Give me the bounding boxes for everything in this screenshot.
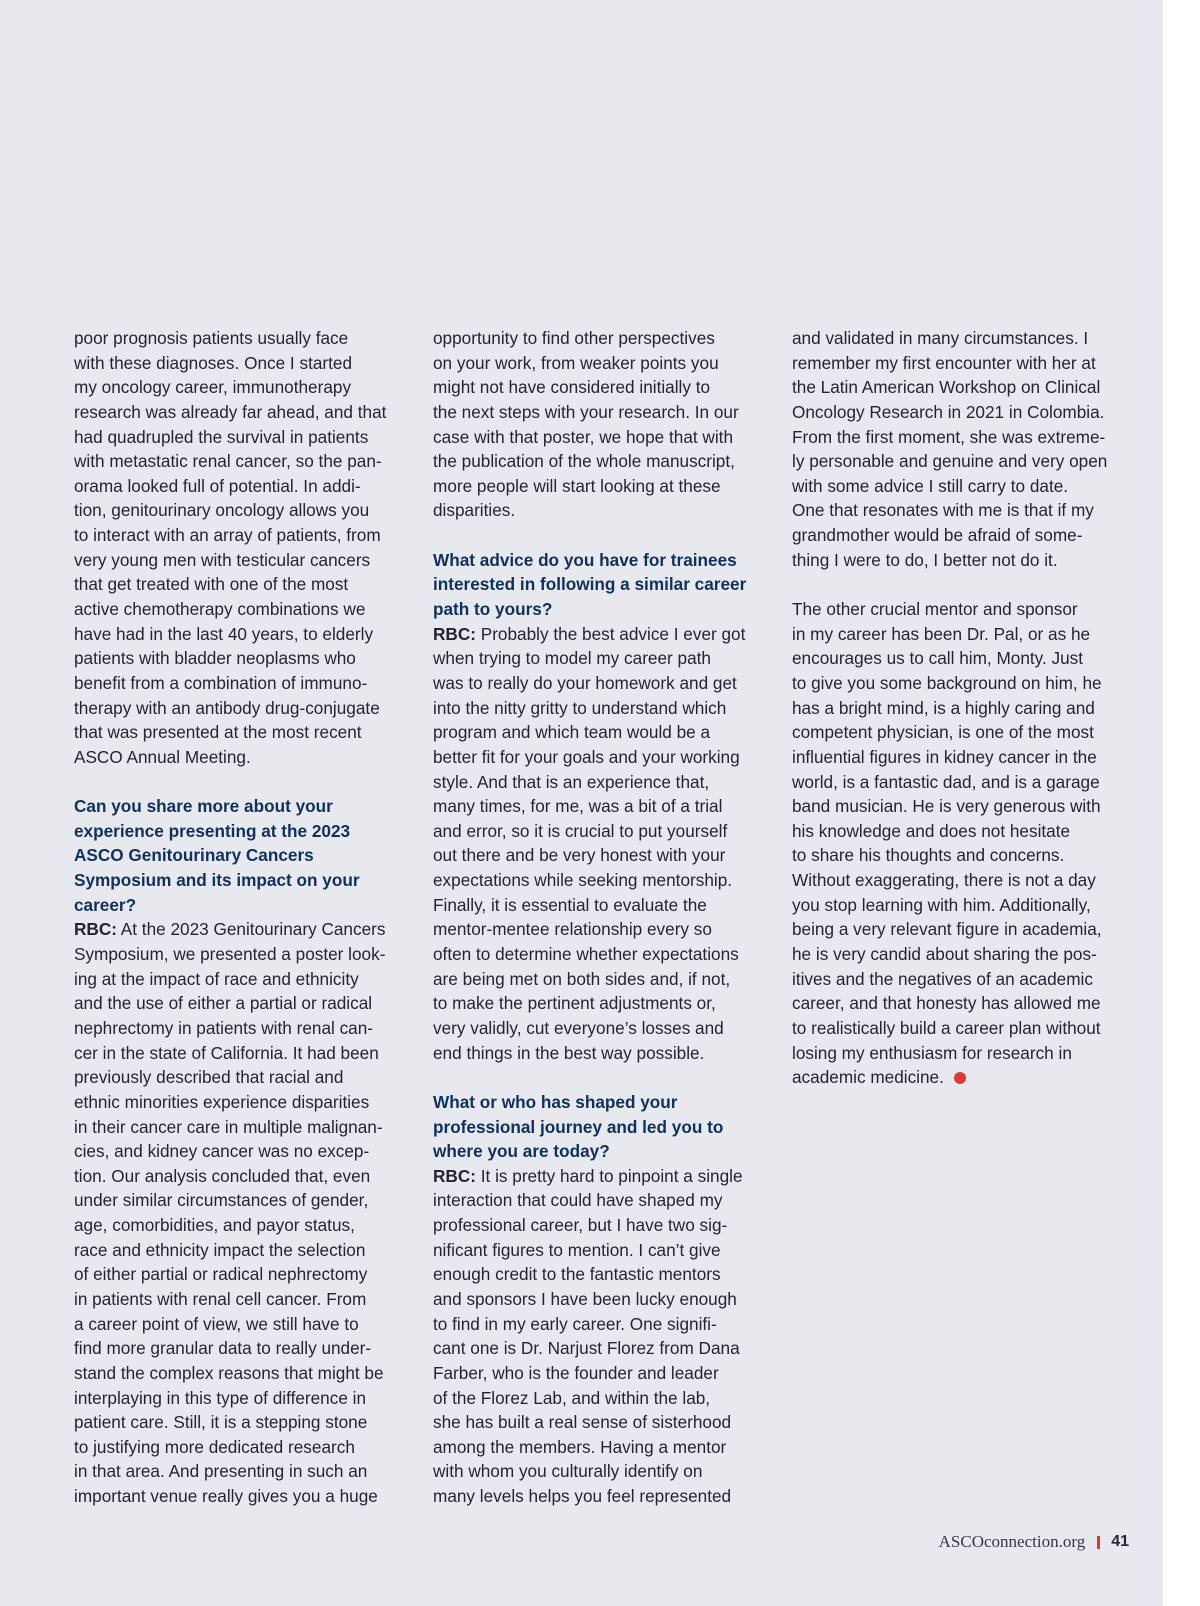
article-text-line — [792, 720, 1132, 745]
article-text-line — [433, 1287, 773, 1312]
line-text: tion. Our analysis concluded that, even — [74, 1165, 371, 1186]
article-text-line — [433, 449, 773, 474]
article-text-line — [433, 498, 773, 523]
line-text: Symposium and its impact on your — [74, 870, 360, 891]
line-text: cant one is Dr. Narjust Florez from Dana — [433, 1338, 740, 1359]
article-text-line — [433, 819, 773, 844]
line-text: style. And that is an experience that, — [433, 771, 710, 792]
line-text: tion, genitourinary oncology allows you — [74, 500, 370, 521]
line-text: might not have considered initially to — [433, 377, 711, 398]
article-text-line — [74, 1139, 414, 1164]
article-text-line — [433, 1386, 773, 1411]
article-text-line — [433, 942, 773, 967]
article-text-line — [792, 770, 1132, 795]
line-text: on your work, from weaker points you — [433, 352, 719, 373]
speaker-label: RBC: — [433, 623, 476, 644]
interview-question-line — [74, 794, 414, 819]
line-text: and validated in many circumstances. I — [792, 328, 1089, 348]
line-text: patients with bladder neoplasms who — [74, 648, 356, 669]
line-text: his knowledge and does not hesitate — [792, 820, 1071, 841]
article-text-line — [433, 745, 773, 770]
article-text-line — [74, 425, 414, 450]
line-text: interplaying in this type of difference in — [74, 1387, 367, 1408]
article-text-line — [74, 622, 414, 647]
article-text-line — [792, 474, 1132, 499]
line-text: encourages us to call him, Monty. Just — [792, 648, 1084, 669]
article-text-line — [792, 794, 1132, 819]
article-text-line — [74, 474, 414, 499]
line-text: Probably the best advice I ever got — [475, 623, 746, 644]
article-column-3 — [792, 326, 1132, 1090]
interview-question-line — [74, 843, 414, 868]
line-text: opportunity to find other perspectives — [433, 328, 715, 348]
line-text: What or who has shaped your — [433, 1091, 678, 1112]
line-text: to realistically build a career plan without — [792, 1017, 1101, 1038]
line-text: the Latin American Workshop on Clinical — [792, 377, 1101, 398]
article-text-line — [792, 868, 1132, 893]
article-text-line — [792, 1041, 1132, 1066]
article-text-line — [74, 942, 414, 967]
article-text-line — [74, 1484, 414, 1509]
article-text-line — [74, 1410, 414, 1435]
article-text-line — [433, 967, 773, 992]
line-text: being a very relevant figure in academia, — [792, 919, 1102, 940]
line-text: previously described that racial and — [74, 1067, 344, 1088]
article-text-line — [74, 1065, 414, 1090]
article-text-line — [792, 917, 1132, 942]
line-text: professional journey and led you to — [433, 1116, 724, 1137]
line-text: with metastatic renal cancer, so the pan- — [74, 451, 382, 472]
article-text-line — [433, 1410, 773, 1435]
article-text-line — [74, 1115, 414, 1140]
article-text-line — [433, 720, 773, 745]
article-text-line — [433, 671, 773, 696]
article-text-line — [74, 326, 414, 351]
line-text: grandmother would be afraid of some- — [792, 525, 1083, 546]
line-text: Oncology Research in 2021 in Colombia. — [792, 401, 1105, 422]
line-text: very young men with testicular cancers — [74, 549, 371, 570]
line-text: ASCO Annual Meeting. — [74, 746, 251, 767]
line-text: career? — [74, 894, 137, 915]
line-text: thing I were to do, I better not do it. — [792, 549, 1058, 570]
article-text-line — [74, 696, 414, 721]
paragraph-gap — [792, 572, 1132, 597]
line-text: interaction that could have shaped my — [433, 1190, 723, 1211]
line-text: expectations while seeking mentorship. — [433, 870, 733, 891]
line-text: a career point of view, we still have to — [74, 1313, 359, 1334]
page-footer — [939, 1532, 1129, 1552]
line-text: in patients with renal cell cancer. From — [74, 1288, 367, 1309]
article-text-line — [74, 967, 414, 992]
line-text: career, and that honesty has allowed me — [792, 993, 1101, 1014]
article-text-line — [74, 720, 414, 745]
article-text-line — [792, 1016, 1132, 1041]
line-text: race and ethnicity impact the selection — [74, 1239, 366, 1260]
article-column-1 — [74, 326, 414, 1509]
line-text: At the 2023 Genitourinary Cancers — [116, 919, 386, 940]
line-text: with whom you culturally identify on — [433, 1461, 703, 1482]
line-text: and the use of either a partial or radical — [74, 993, 373, 1014]
article-text-line — [433, 1336, 773, 1361]
line-text: are being met on both sides and, if not, — [433, 968, 731, 989]
line-text: world, is a fantastic dad, and is a garage — [792, 771, 1100, 792]
article-text-line — [74, 1336, 414, 1361]
article-text-line — [792, 425, 1132, 450]
paragraph-gap — [433, 523, 773, 548]
article-text-line — [433, 474, 773, 499]
article-text-line — [433, 622, 773, 647]
article-text-line — [792, 1065, 1132, 1090]
line-text: disparities. — [433, 500, 516, 521]
article-text-line — [433, 375, 773, 400]
line-text: many times, for me, was a bit of a trial — [433, 796, 723, 817]
line-text: of either partial or radical nephrectomy — [74, 1264, 368, 1285]
interview-question-line — [74, 868, 414, 893]
line-text: that was presented at the most recent — [74, 722, 362, 743]
line-text: benefit from a combination of immuno- — [74, 672, 368, 693]
line-text: my oncology career, immunotherapy — [74, 377, 352, 398]
article-text-line — [74, 1188, 414, 1213]
line-text: From the first moment, she was extreme- — [792, 426, 1106, 447]
line-text: Farber, who is the founder and leader — [433, 1362, 719, 1383]
line-text: end things in the best way possible. — [433, 1042, 705, 1063]
interview-question-line — [433, 572, 773, 597]
article-text-line — [433, 425, 773, 450]
article-text-line — [74, 745, 414, 770]
line-text: cies, and kidney cancer was no excep- — [74, 1141, 370, 1162]
line-text: and error, so it is crucial to put yourself — [433, 820, 728, 841]
article-text-line — [74, 548, 414, 573]
line-text: patient care. Still, it is a stepping stone — [74, 1412, 368, 1433]
line-text: Can you share more about your — [74, 796, 333, 817]
article-text-line — [433, 1262, 773, 1287]
line-text: ing at the impact of race and ethnicity — [74, 968, 359, 989]
line-text: have had in the last 40 years, to elderly — [74, 623, 374, 644]
end-of-article-dot-icon — [954, 1072, 966, 1084]
line-text: Without exaggerating, there is not a day — [792, 870, 1096, 891]
article-text-line — [74, 991, 414, 1016]
article-text-line — [792, 646, 1132, 671]
line-text: ASCO Genitourinary Cancers — [74, 845, 314, 866]
paragraph-gap — [433, 1065, 773, 1090]
article-text-line — [74, 498, 414, 523]
line-text: in that area. And presenting in such an — [74, 1461, 368, 1482]
article-text-line — [433, 1484, 773, 1509]
line-text: and sponsors I have been lucky enough — [433, 1288, 737, 1309]
line-text: itives and the negatives of an academic — [792, 968, 1093, 989]
article-text-line — [433, 1016, 773, 1041]
line-text: find more granular data to really under- — [74, 1338, 372, 1359]
article-text-line — [74, 1164, 414, 1189]
line-text: has a bright mind, is a highly caring and — [792, 697, 1095, 718]
article-text-line — [74, 1312, 414, 1337]
line-text: research was already far ahead, and that — [74, 401, 387, 422]
line-text: among the members. Having a mentor — [433, 1436, 727, 1457]
article-text-line — [74, 1238, 414, 1263]
line-text: very validly, cut everyone’s losses and — [433, 1017, 724, 1038]
line-text: with some advice I still carry to date. — [792, 475, 1069, 496]
line-text: where you are today? — [433, 1141, 610, 1162]
line-text: the next steps with your research. In our — [433, 401, 739, 422]
line-text: under similar circumstances of gender, — [74, 1190, 369, 1211]
line-text: Symposium, we presented a poster look- — [74, 944, 386, 965]
line-text: was to really do your homework and get — [433, 672, 737, 693]
article-text-line — [792, 893, 1132, 918]
line-text: remember my first encounter with her at — [792, 352, 1096, 373]
article-column-2 — [433, 326, 773, 1509]
line-text: into the nitty gritty to understand which — [433, 697, 727, 718]
line-text: nephrectomy in patients with renal can- — [74, 1017, 374, 1038]
speaker-label: RBC: — [433, 1165, 476, 1186]
article-text-line — [792, 622, 1132, 647]
line-text: to find in my early career. One signifi- — [433, 1313, 717, 1334]
line-text: important venue really gives you a huge — [74, 1486, 378, 1507]
article-text-line — [433, 794, 773, 819]
article-text-line — [792, 375, 1132, 400]
line-text: competent physician, is one of the most — [792, 722, 1094, 743]
line-text: better fit for your goals and your working — [433, 746, 740, 767]
line-text: ly personable and genuine and very open — [792, 451, 1108, 472]
line-text: of the Florez Lab, and within the lab, — [433, 1387, 711, 1408]
line-text: that get treated with one of the most — [74, 574, 349, 595]
line-text: One that resonates with me is that if my — [792, 500, 1094, 521]
article-text-line — [792, 819, 1132, 844]
line-text: interested in following a similar career — [433, 574, 747, 595]
article-text-line — [433, 400, 773, 425]
line-text: program and which team would be a — [433, 722, 711, 743]
article-text-line — [433, 868, 773, 893]
line-text: he is very candid about sharing the pos- — [792, 944, 1097, 965]
article-text-line — [792, 326, 1132, 351]
article-text-line — [74, 1435, 414, 1460]
article-text-line — [433, 1213, 773, 1238]
article-text-line — [74, 1459, 414, 1484]
line-text: many levels helps you feel represented — [433, 1486, 732, 1507]
article-text-line — [433, 770, 773, 795]
line-text: had quadrupled the survival in patients — [74, 426, 369, 447]
article-text-line — [433, 1435, 773, 1460]
article-text-line — [433, 646, 773, 671]
line-text: when trying to model my career path — [433, 648, 711, 669]
article-text-line — [74, 1213, 414, 1238]
line-text: It is pretty hard to pinpoint a single — [475, 1165, 743, 1186]
article-text-line — [792, 745, 1132, 770]
line-text: What advice do you have for trainees — [433, 549, 737, 570]
line-text: experience presenting at the 2023 — [74, 820, 351, 841]
line-text: Finally, it is essential to evaluate the — [433, 894, 707, 915]
article-text-line — [74, 917, 414, 942]
article-text-line — [74, 351, 414, 376]
interview-question-line — [74, 819, 414, 844]
article-text-line — [433, 351, 773, 376]
line-text: enough credit to the fantastic mentors — [433, 1264, 721, 1285]
article-text-line — [792, 498, 1132, 523]
line-text: out there and be very honest with your — [433, 845, 726, 866]
line-text: with these diagnoses. Once I started — [74, 352, 353, 373]
article-text-line — [433, 1041, 773, 1066]
article-text-line — [74, 671, 414, 696]
interview-question-line — [74, 893, 414, 918]
line-text: ethnic minorities experience disparities — [74, 1091, 370, 1112]
line-text: band musician. He is very generous with — [792, 796, 1101, 817]
article-text-line — [792, 548, 1132, 573]
line-text: to interact with an array of patients, from — [74, 525, 381, 546]
article-text-line — [792, 696, 1132, 721]
line-text: nificant figures to mention. I can’t give — [433, 1239, 721, 1260]
article-text-line — [74, 572, 414, 597]
interview-question-line — [433, 1115, 773, 1140]
line-text: to make the pertinent adjustments or, — [433, 993, 716, 1014]
article-text-line — [74, 646, 414, 671]
article-text-line — [792, 671, 1132, 696]
line-text: to share his thoughts and concerns. — [792, 845, 1065, 866]
footer-separator-icon — [1097, 1536, 1100, 1549]
line-text: age, comorbidities, and payor status, — [74, 1215, 355, 1236]
line-text: mentor-mentee relationship every so — [433, 919, 712, 940]
article-text-line — [792, 967, 1132, 992]
article-text-line — [792, 843, 1132, 868]
article-text-line — [433, 1459, 773, 1484]
interview-question-line — [433, 1090, 773, 1115]
paragraph-gap — [74, 770, 414, 795]
article-text-line — [433, 1361, 773, 1386]
line-text: losing my enthusiasm for research in — [792, 1042, 1072, 1063]
interview-question-line — [433, 1139, 773, 1164]
interview-question-line — [433, 597, 773, 622]
article-text-line — [433, 696, 773, 721]
line-text: the publication of the whole manuscript, — [433, 451, 735, 472]
article-text-line — [74, 1262, 414, 1287]
line-text: therapy with an antibody drug-conjugate — [74, 697, 380, 718]
line-text: stand the complex reasons that might be — [74, 1362, 384, 1383]
page-right-margin — [1163, 0, 1200, 1606]
speaker-label: RBC: — [74, 919, 117, 940]
line-text: academic medicine. — [792, 1067, 944, 1088]
article-text-line — [74, 400, 414, 425]
article-text-line — [74, 1287, 414, 1312]
article-text-line — [74, 523, 414, 548]
article-text-line — [74, 597, 414, 622]
line-text: to justifying more dedicated research — [74, 1436, 355, 1457]
interview-question-line — [433, 548, 773, 573]
line-text: in my career has been Dr. Pal, or as he — [792, 623, 1091, 644]
article-text-line — [74, 1090, 414, 1115]
line-text: orama looked full of potential. In addi- — [74, 475, 361, 496]
article-text-line — [74, 1386, 414, 1411]
line-text: more people will start looking at these — [433, 475, 721, 496]
line-text: in their cancer care in multiple malignan- — [74, 1116, 383, 1137]
article-text-line — [792, 351, 1132, 376]
line-text: often to determine whether expectations — [433, 944, 739, 965]
article-text-line — [74, 375, 414, 400]
line-text: you stop learning with him. Additionally, — [792, 894, 1091, 915]
article-text-line — [74, 1041, 414, 1066]
article-text-line — [433, 326, 773, 351]
line-text: path to yours? — [433, 599, 553, 620]
article-text-line — [433, 917, 773, 942]
line-text: active chemotherapy combinations we — [74, 599, 366, 620]
page-number: 41 — [1111, 1533, 1129, 1550]
article-text-line — [74, 449, 414, 474]
article-text-line — [433, 1238, 773, 1263]
article-text-line — [433, 843, 773, 868]
line-text: she has built a real sense of sisterhood — [433, 1412, 732, 1433]
article-text-line — [792, 991, 1132, 1016]
article-text-line — [74, 1361, 414, 1386]
article-text-line — [792, 400, 1132, 425]
line-text: poor prognosis patients usually face — [74, 328, 349, 348]
article-text-line — [433, 1312, 773, 1337]
article-text-line — [792, 942, 1132, 967]
line-text: to give you some background on him, he — [792, 672, 1102, 693]
footer-site-link[interactable]: ASCOconnection.org — [938, 1532, 1086, 1551]
line-text: The other crucial mentor and sponsor — [792, 599, 1078, 620]
article-text-line — [433, 1164, 773, 1189]
article-text-line — [433, 991, 773, 1016]
article-text-line — [74, 1016, 414, 1041]
line-text: cer in the state of California. It had been — [74, 1042, 379, 1063]
article-text-line — [433, 1188, 773, 1213]
article-text-line — [433, 893, 773, 918]
line-text: case with that poster, we hope that with — [433, 426, 734, 447]
line-text: professional career, but I have two sig- — [433, 1215, 728, 1236]
article-text-line — [792, 523, 1132, 548]
line-text: influential figures in kidney cancer in the — [792, 746, 1097, 767]
article-text-line — [792, 449, 1132, 474]
article-text-line — [792, 597, 1132, 622]
